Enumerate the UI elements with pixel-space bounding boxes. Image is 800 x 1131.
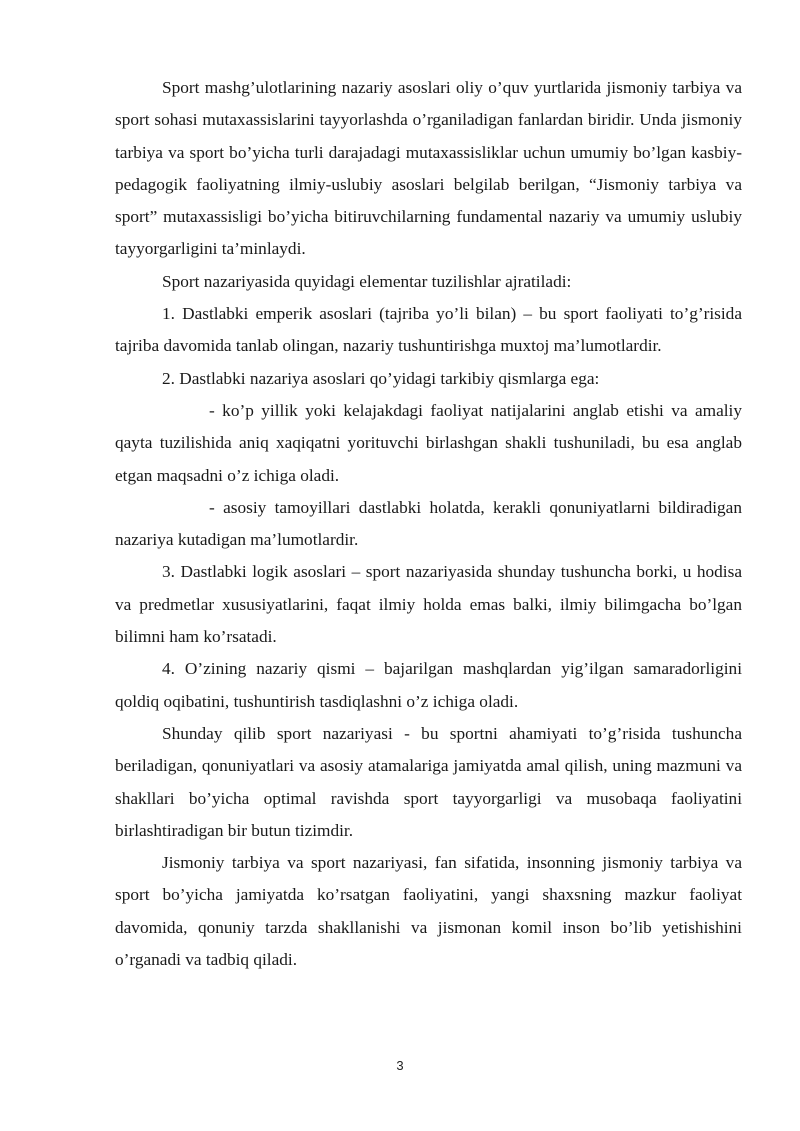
document-page [115, 72, 742, 976]
paragraph-item-1: 1. Dastlabki emperik asoslari (tajriba yo’li bilan) – bu sport faoliyati to’g’risida tajriba davomida tanlab olingan, nazariy tushuntirishga muxtoj ma’lumotlardir. [115, 304, 742, 356]
paragraph-structures-heading: Sport nazariyasida quyidagi elementar tuzilishlar ajratiladi: [162, 271, 572, 291]
paragraph-subitem-2: - asosiy tamoyillari dastlabki holatda, kerakli qonuniyatlarni bildiradigan nazariya kutadigan ma’lumotlardir. [115, 497, 742, 550]
paragraph-item-3: 3. Dastlabki logik asoslari – sport nazariyasida shunday tushuncha borki, u hodisa va predmetlar xususiyatlarini, faqat ilmiy holda emas balki, ilmiy bilimgacha bo’lgan bilimni ham ko’rsatadi. [115, 562, 742, 647]
paragraph-subitem-1: - ko’p yillik yoki kelajakdagi faoliyat natijalarini anglab etishi va amaliy qayta tuzilishida aniq xaqiqatni yorituvchi birlashgan shakli tushuniladi, bu esa anglab etgan maqsadni o’z ichiga oladi. [115, 400, 742, 485]
paragraph-item-4: 4. O’zining nazariy qismi – bajarilgan mashqlardan yig’ilgan samaradorligini qoldiq oqibatini, tushuntirish tasdiqlashni o’z ichiga oladi. [115, 659, 742, 711]
paragraph-final: Jismoniy tarbiya va sport nazariyasi, fan sifatida, insonning jismoniy tarbiya va sport bo’yicha jamiyatda ko’rsatgan faoliyatini, yangi shaxsning mazkur faoliyat davomida, qonuniy tarzda shakllanishi va jismonan komil inson bo’lib yetishishini o’rganadi va tadbiq qiladi. [115, 853, 742, 970]
paragraph-intro: Sport mashg’ulotlarining nazariy asoslari oliy o’quv yurtlarida jismoniy tarbiya va sport sohasi mutaxassislarini tayyorlashda o’rganiladigan fanlardan biridir. Unda jismoniy tarbiya va sport bo’yicha turli darajadagi mutaxassisliklar uchun umumiy bo’lgan kasbiy-pedagogik faoliyatning ilmiy-uslubiy asoslari belgilab berilgan, “Jismoniy tarbiya va sport” mutaxassisligi bo’yicha bitiruvchilarning fundamental nazariy va umumiy uslubiy tayyorgarligini ta’minlaydi. [115, 78, 742, 259]
paragraph-conclusion: Shunday qilib sport nazariyasi - bu sportni ahamiyati to’g’risida tushuncha beriladigan, qonuniyatlari va asosiy atamalariga jamiyatda amal qilish, uning mazmuni va shakllari bo’yicha optimal ravishda sport tayyorgarligi va musobaqa faoliyatini birlashtiradigan bir butun tizimdir. [115, 723, 742, 840]
page-number: 3 [396, 1058, 404, 1073]
paragraph-item-2: 2. Dastlabki nazariya asoslari qo’yidagi tarkibiy qismlarga ega: [162, 368, 600, 388]
